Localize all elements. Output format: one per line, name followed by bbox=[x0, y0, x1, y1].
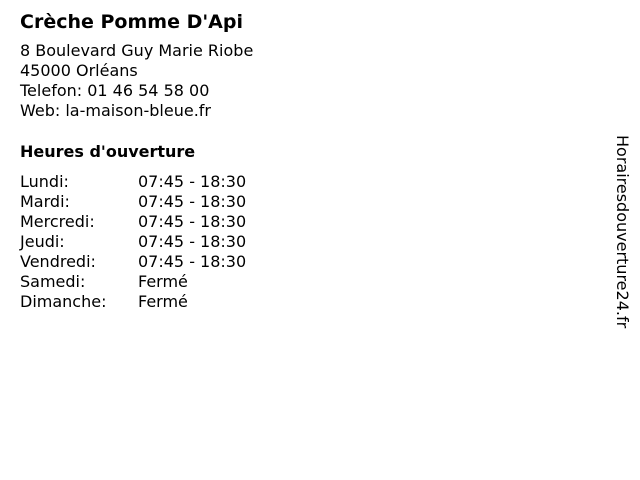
business-card bbox=[20, 9, 580, 312]
watermark-text: Horairesdouverture24.fr bbox=[613, 135, 632, 329]
phone-line: Telefon: 01 46 54 58 00 bbox=[20, 81, 210, 100]
address-line: 8 Boulevard Guy Marie Riobe bbox=[20, 41, 254, 60]
hours-time: Fermé bbox=[138, 272, 188, 291]
hours-time: 07:45 - 18:30 bbox=[138, 192, 247, 211]
hours-row bbox=[20, 232, 246, 252]
hours-time: 07:45 - 18:30 bbox=[138, 232, 247, 251]
hours-day: Mercredi: bbox=[20, 212, 95, 231]
city-line: 45000 Orléans bbox=[20, 61, 138, 80]
hours-title: Heures d'ouverture bbox=[20, 142, 196, 161]
hours-day: Jeudi: bbox=[20, 232, 65, 251]
hours-time: 07:45 - 18:30 bbox=[138, 252, 247, 271]
hours-row bbox=[20, 292, 246, 312]
web-line: Web: la-maison-bleue.fr bbox=[20, 101, 211, 120]
hours-day: Samedi: bbox=[20, 272, 86, 291]
hours-row bbox=[20, 172, 246, 192]
hours-day: Lundi: bbox=[20, 172, 69, 191]
hours-time: 07:45 - 18:30 bbox=[138, 212, 247, 231]
hours-day: Dimanche: bbox=[20, 292, 107, 311]
hours-row bbox=[20, 212, 246, 232]
hours-time: 07:45 - 18:30 bbox=[138, 172, 247, 191]
hours-row bbox=[20, 272, 246, 292]
hours-day: Vendredi: bbox=[20, 252, 96, 271]
business-name: Crèche Pomme D'Api bbox=[20, 11, 243, 33]
hours-row bbox=[20, 252, 246, 272]
hours-table bbox=[20, 172, 246, 312]
hours-day: Mardi: bbox=[20, 192, 70, 211]
hours-row bbox=[20, 192, 246, 212]
hours-time: Fermé bbox=[138, 292, 188, 311]
